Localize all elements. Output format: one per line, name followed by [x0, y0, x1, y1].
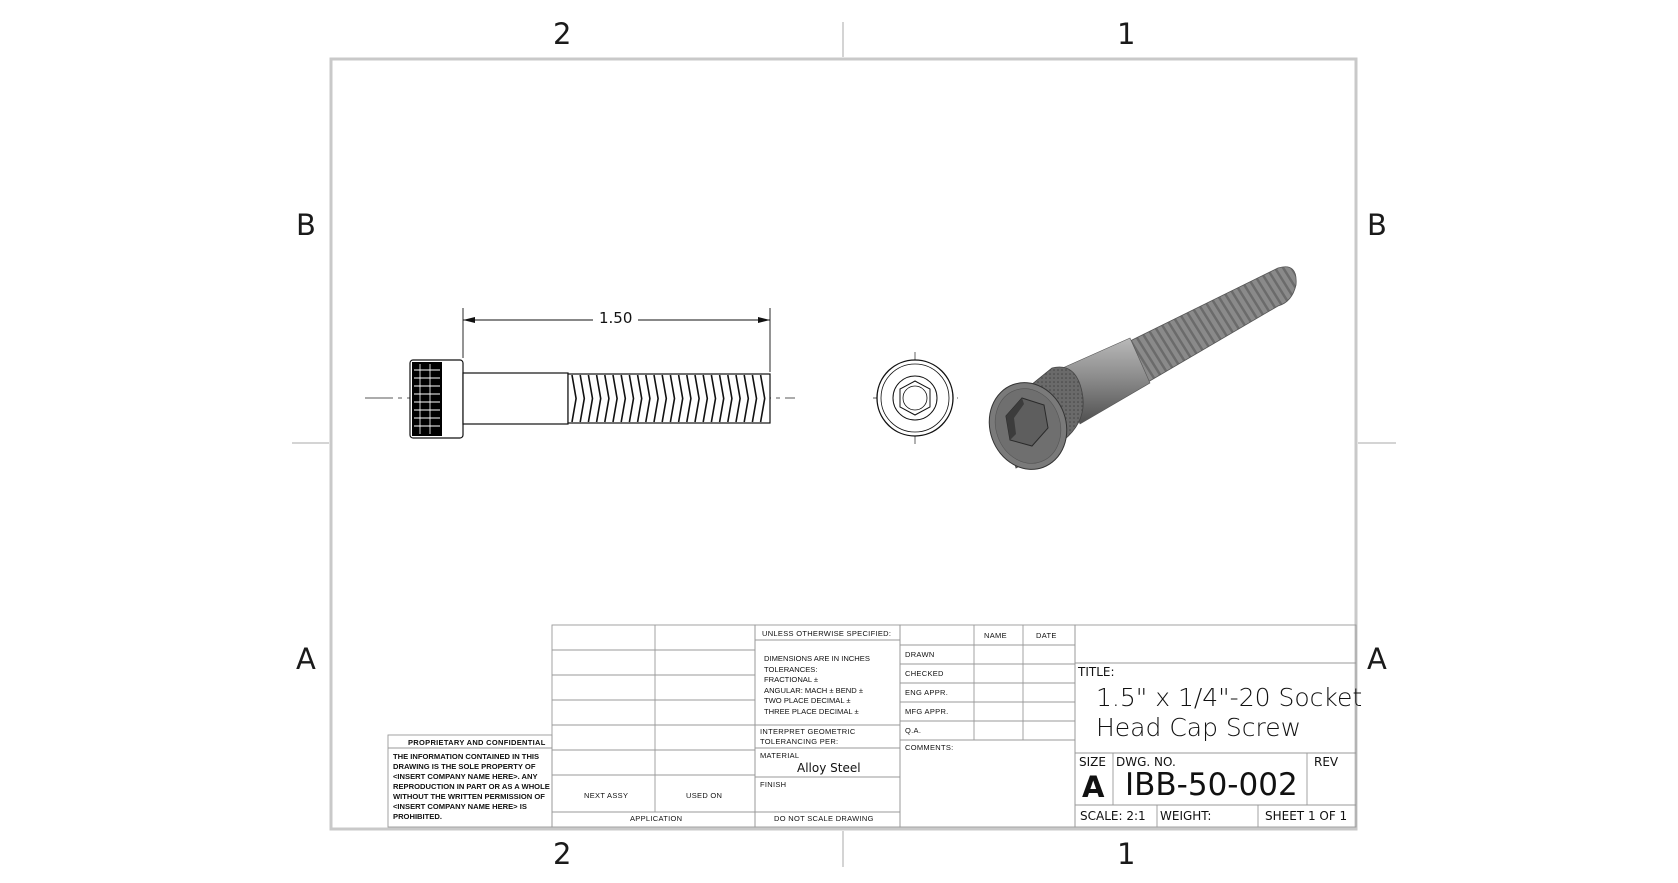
screw-side-view	[365, 308, 795, 438]
zone-bottom-2: 2	[553, 837, 572, 871]
tolerance-line: TWO PLACE DECIMAL ±	[764, 696, 851, 705]
proprietary-heading: PROPRIETARY AND CONFIDENTIAL	[408, 738, 546, 747]
tolerance-line: ANGULAR: MACH ± BEND ±	[764, 685, 864, 695]
length-dimension: 1.50	[593, 311, 638, 326]
tolerance-line: DIMENSIONS ARE IN INCHES	[764, 654, 870, 663]
used-on-label: USED ON	[686, 791, 723, 800]
application-label: APPLICATION	[630, 814, 683, 823]
tolerance-line: THREE PLACE DECIMAL ±	[764, 706, 859, 716]
screw-isometric-view	[977, 267, 1296, 481]
comments-label: COMMENTS:	[905, 743, 954, 752]
zone-top-2: 2	[553, 17, 572, 51]
approval-checked: CHECKED	[905, 669, 944, 678]
finish-label: FINISH	[760, 780, 787, 789]
tolerance-line: TOLERANCES:	[764, 664, 818, 674]
material-value: Alloy Steel	[797, 761, 861, 775]
drawing-title	[1096, 683, 1362, 743]
zone-left-b: B	[296, 208, 316, 242]
zone-left-a: A	[296, 642, 316, 676]
size-value: A	[1082, 770, 1105, 804]
zone-right-b: B	[1367, 208, 1387, 242]
zone-right-a: A	[1367, 642, 1387, 676]
zone-top-1: 1	[1117, 17, 1136, 51]
interpret-line-1: INTERPRET GEOMETRIC	[760, 727, 856, 736]
name-header: NAME	[984, 631, 1007, 640]
drawing-title-line-1: 1.5" x 1/4"-20 Socket	[1096, 683, 1363, 712]
zone-bottom-1: 1	[1117, 837, 1136, 871]
tolerance-line: FRACTIONAL ±	[764, 675, 819, 684]
tolerances-block	[764, 654, 904, 717]
approval-eng: ENG APPR.	[905, 688, 949, 697]
material-label: MATERIAL	[760, 751, 800, 760]
size-label: SIZE	[1079, 755, 1106, 769]
drawing-title-line-2: Head Cap Screw	[1096, 713, 1302, 742]
dwg-no-value: IBB-50-002	[1125, 767, 1298, 803]
screw-end-view	[873, 352, 958, 444]
proprietary-text: THE INFORMATION CONTAINED IN THIS DRAWING IS THE SOLE PROPERTY OF <INSERT COMPANY NAME HERE>. ANY REPRODUCTION IN PART OR AS A WHOLE WITHOUT THE WRITTEN PERMISSION OF <INSERT COMPANY NAME HERE> IS PROHIBITED.	[393, 752, 550, 821]
interpret-line-2: TOLERANCING PER:	[760, 737, 839, 746]
scale-label: SCALE: 2:1	[1080, 809, 1146, 823]
unless-specified-label: UNLESS OTHERWISE SPECIFIED:	[762, 629, 892, 638]
weight-label: WEIGHT:	[1160, 809, 1212, 823]
head-knurling	[412, 362, 442, 436]
approval-qa: Q.A.	[905, 726, 922, 735]
approval-drawn: DRAWN	[905, 650, 935, 659]
date-header: DATE	[1036, 631, 1057, 640]
do-not-scale-label: DO NOT SCALE DRAWING	[774, 814, 874, 823]
sheet-label: SHEET 1 OF 1	[1265, 809, 1348, 823]
rev-label: REV	[1314, 755, 1339, 769]
next-assy-label: NEXT ASSY	[584, 791, 629, 800]
approval-mfg: MFG APPR.	[905, 707, 949, 716]
dwg-no-label: DWG. NO.	[1116, 755, 1176, 769]
title-label: TITLE:	[1078, 665, 1115, 679]
